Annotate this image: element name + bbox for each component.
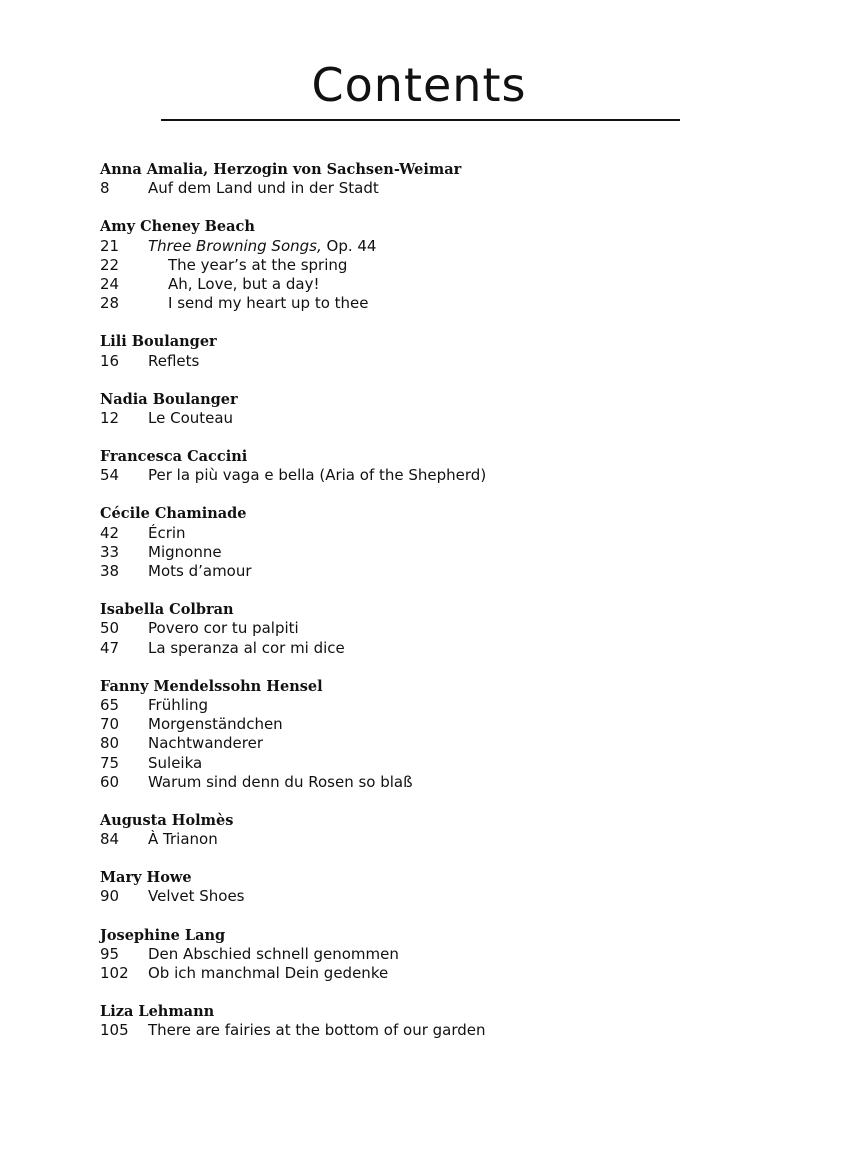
toc-entry[interactable] [100, 352, 800, 371]
composer-section [100, 447, 800, 485]
song-title-text: Per la più vaga e bella (Aria of the Shepherd) [148, 466, 487, 485]
composer-section [100, 390, 800, 428]
composer-section [100, 1002, 800, 1040]
toc-entry[interactable] [100, 237, 800, 256]
toc-entry[interactable] [100, 754, 800, 773]
song-title-text: Frühling [148, 695, 209, 714]
composer-name: Lili Boulanger [100, 333, 217, 351]
title-rule [161, 119, 680, 121]
page-number: 33 [100, 542, 120, 561]
page-number: 60 [100, 772, 120, 791]
song-title-text: Den Abschied schnell genommen [148, 944, 399, 963]
song-title [148, 773, 413, 792]
song-title-text: Le Couteau [148, 408, 234, 427]
page-number: 50 [100, 619, 120, 638]
toc-entry[interactable] [100, 639, 800, 658]
toc-entry[interactable] [100, 294, 800, 313]
song-title-text: There are fairies at the bottom of our garden [148, 1021, 486, 1040]
page-number: 70 [100, 715, 120, 734]
song-title-text: Velvet Shoes [148, 887, 245, 906]
page-number: 12 [100, 408, 120, 427]
composer-section [100, 217, 800, 313]
toc-entry[interactable] [100, 964, 800, 983]
song-opus: Op. 44 [321, 236, 377, 255]
song-title-text: La speranza al cor mi dice [148, 638, 345, 657]
composer-name: Josephine Lang [100, 926, 226, 944]
toc-entry[interactable] [100, 524, 800, 543]
toc-entry[interactable] [100, 773, 800, 792]
song-title-text: Mots d’amour [148, 562, 252, 580]
page-number: 38 [100, 562, 120, 580]
song-title-text: Auf dem Land und in der Stadt [148, 179, 379, 198]
song-title [148, 275, 319, 294]
toc-entry[interactable] [100, 945, 800, 964]
composer-section [100, 504, 800, 581]
song-title [148, 754, 202, 773]
song-title [148, 352, 199, 371]
song-title-text: À Trianon [148, 830, 218, 849]
toc-entry[interactable] [100, 543, 800, 562]
page-number: 47 [100, 638, 120, 657]
song-title-text: Nachtwanderer [148, 734, 263, 753]
composer-name: Isabella Colbran [100, 601, 234, 619]
page-number: 54 [100, 466, 120, 485]
toc-entry[interactable] [100, 179, 800, 198]
page-number: 75 [100, 753, 120, 772]
song-title [148, 639, 345, 658]
page-number: 24 [100, 274, 120, 293]
composer-name: Francesca Caccini [100, 448, 248, 466]
composer-section [100, 926, 800, 984]
page-number: 95 [100, 944, 120, 963]
composer-name: Nadia Boulanger [100, 390, 238, 408]
composer-section [100, 868, 800, 906]
song-title [148, 696, 208, 715]
song-title-text: Morgenständchen [148, 715, 283, 734]
toc-entry[interactable] [100, 715, 800, 734]
song-title [148, 619, 299, 638]
page-number: 21 [100, 236, 120, 255]
composer-section [100, 160, 800, 198]
toc-entry[interactable] [100, 887, 800, 906]
song-title [148, 562, 252, 581]
composer-section [100, 811, 800, 849]
page-number: 105 [100, 1021, 129, 1040]
composer-section [100, 677, 800, 792]
song-title [148, 256, 347, 275]
page-number: 65 [100, 695, 120, 714]
song-title [148, 734, 263, 753]
composer-name: Augusta Holmès [100, 811, 234, 829]
composer-name: Liza Lehmann [100, 1003, 215, 1021]
song-title-text: Écrin [148, 523, 186, 542]
page-number: 8 [100, 179, 110, 198]
song-title [148, 294, 369, 313]
toc-entry[interactable] [100, 256, 800, 275]
song-title [148, 543, 222, 562]
song-title-text: Warum sind denn du Rosen so blaß [148, 772, 413, 791]
song-title [148, 524, 186, 543]
song-title [148, 715, 283, 734]
page-number: 90 [100, 887, 120, 906]
contents-list [100, 160, 800, 1060]
toc-entry[interactable] [100, 734, 800, 753]
song-title [148, 945, 399, 964]
song-title-text: Three Browning Songs, [148, 236, 322, 255]
song-title-text: Mignonne [148, 542, 222, 561]
song-title-text: Reflets [148, 351, 200, 370]
song-title [148, 964, 388, 983]
toc-entry[interactable] [100, 619, 800, 638]
toc-entry[interactable] [100, 409, 800, 428]
song-title [148, 409, 233, 428]
composer-name: Fanny Mendelssohn Hensel [100, 677, 323, 695]
song-title [148, 887, 245, 906]
song-title-text: Suleika [148, 753, 203, 772]
composer-name: Cécile Chaminade [100, 505, 247, 523]
song-title [148, 466, 486, 485]
page-number: 22 [100, 255, 120, 274]
toc-entry[interactable] [100, 466, 800, 485]
song-title [148, 830, 218, 849]
song-title-text: Povero cor tu palpiti [148, 619, 299, 638]
song-title [148, 237, 376, 256]
song-title [148, 179, 379, 198]
page-number: 102 [100, 964, 129, 982]
page-number: 42 [100, 523, 120, 542]
page-title: Contents [311, 58, 527, 112]
composer-name: Amy Cheney Beach [100, 218, 255, 236]
toc-entry[interactable] [100, 1021, 800, 1040]
song-title-text: The year’s at the spring [168, 255, 348, 274]
composer-name: Anna Amalia, Herzogin von Sachsen-Weimar [100, 161, 462, 178]
page-number: 80 [100, 734, 120, 753]
composer-name: Mary Howe [100, 869, 192, 887]
toc-entry[interactable] [100, 275, 800, 294]
song-title-text: Ah, Love, but a day! [168, 274, 320, 293]
song-title-text: Ob ich manchmal Dein gedenke [148, 964, 389, 982]
toc-entry[interactable] [100, 696, 800, 715]
page-number: 16 [100, 351, 120, 370]
page-number: 84 [100, 830, 120, 849]
page-number: 28 [100, 294, 120, 313]
song-title [148, 1021, 486, 1040]
composer-section [100, 332, 800, 370]
toc-entry[interactable] [100, 562, 800, 581]
toc-entry[interactable] [100, 830, 800, 849]
song-title-text: I send my heart up to thee [168, 294, 369, 313]
composer-section [100, 600, 800, 658]
